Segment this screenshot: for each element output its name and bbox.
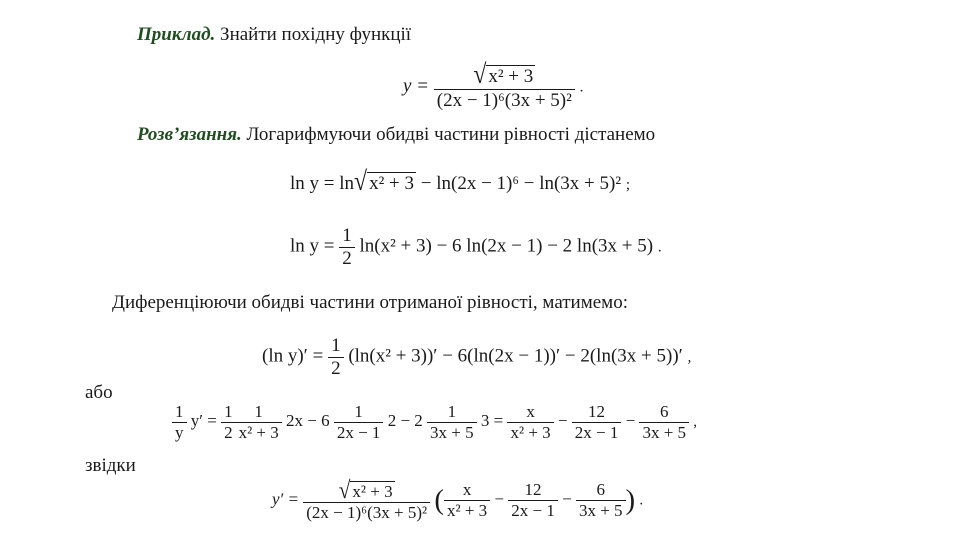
differentiate-text: Диференціюючи обидві частини отриманої рівності, матимемо: (112, 292, 628, 313)
example-text: Знайти похідну функції (215, 24, 412, 45)
final-formula: y′ = $\frac{\text{√ x² + 3}}{\text{(2x − 1)⁶(3x + 5)²}}$ ( $\frac{x}{\text{x² + 3}}$ − $\frac{12}{2x - 1}$ − $\frac{6}{3x + 5}$ ) . (272, 476, 644, 523)
function-formula: y = $\frac{\text{√ x² + 3}}{\text{(2x − 1)⁶(3x + 5)²}}$ . (403, 59, 584, 112)
log-formula-2: ln y = $\frac{1}{2}$ ln(x² + 3) − 6 ln(2x − 1) − 2 ln(3x + 5) . (290, 225, 662, 269)
function-lhs: y = (403, 75, 434, 97)
or-text: або (85, 382, 113, 403)
example-label: Приклад. (137, 24, 216, 45)
function-sqrt: x² + 3 (488, 66, 534, 87)
solution-text: Логарифмуючи обидві частини рівності дістанемо (241, 124, 656, 145)
log-formula-1: ln y = ln√ x² + 3 − ln(2x − 1)⁶ − ln(3x + 5)² ; (290, 166, 630, 197)
solution-heading (137, 124, 655, 146)
diff-formula: (ln y)′ = $\frac{1}{2}$ (ln(x² + 3))′ − 6(ln(2x − 1))′ − 2(ln(3x + 5))′ , (262, 335, 692, 379)
log1-sqrt: x² + 3 (369, 173, 414, 194)
final-main-fraction: $\frac{\text{√ x² + 3}}{\text{(2x − 1)⁶(3x + 5)²}}$ (303, 478, 430, 523)
one-half-fraction: $\frac{1}{2}$ (339, 225, 355, 270)
whence-text: звідки (85, 455, 136, 476)
solution-label: Розв’язання. (137, 124, 242, 145)
function-denominator: (2x − 1)⁶(3x + 5)² (434, 89, 575, 112)
or-formula: $\frac{1}{y}$ y′ = $\frac{1}{2}$ $\frac{1}{\text{x² + 3}}$ 2x − 6 $\frac{1}{2x - 1}$ 2 − 2 $\frac{1}{3x + 5}$ 3 = $\frac{x}{\text{x² + 3}}$ − $\frac{12}{2x - 1}$ − $\frac{6}{3x + 5}$ , (172, 402, 697, 442)
function-fraction: $\frac{\text{√ x² + 3}}{\text{(2x − 1)⁶(3x + 5)²}}$ (434, 62, 575, 112)
example-heading (137, 24, 411, 46)
